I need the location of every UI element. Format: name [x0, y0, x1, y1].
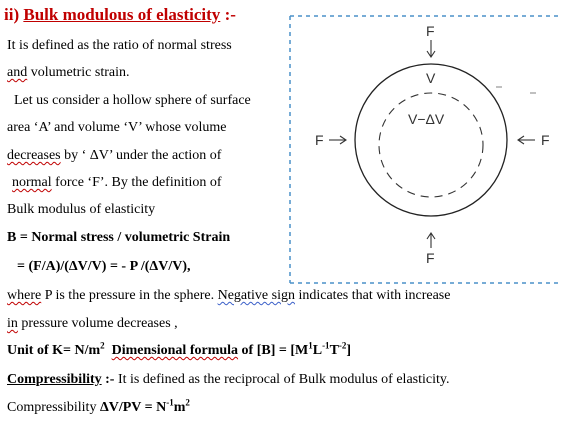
exponent: 1	[308, 340, 313, 351]
squiggle-word: and	[7, 65, 28, 80]
text-fragment: pressure volume decreases ,	[17, 316, 178, 331]
text-fragment: Compressibility	[7, 400, 100, 415]
text-line-10	[7, 288, 450, 304]
exponent: -1	[166, 397, 174, 408]
text-fragment: ΔV/PV = N	[99, 400, 167, 415]
compressibility-unit-line	[7, 397, 190, 416]
squiggle-word: in	[7, 316, 18, 331]
bulk-modulus-expansion: = (F/A)/(ΔV/V) = - P /(ΔV/V),	[17, 259, 191, 274]
text-fragment: :-	[101, 372, 115, 387]
force-label-left: F	[315, 132, 324, 148]
text-line-2	[7, 65, 129, 81]
text-line-5	[7, 148, 221, 164]
text-fragment: It is defined as the reciprocal of Bulk modulus of elasticity.	[114, 372, 450, 387]
outer-sphere	[355, 64, 507, 216]
squiggle-phrase: Negative sign	[217, 288, 295, 303]
exponent: -2	[338, 340, 347, 351]
text-line-3: Let us consider a hollow sphere of surface	[14, 93, 251, 108]
text-fragment: force ‘F’. By the definition of	[51, 175, 222, 190]
text-fragment: indicates that with increase	[294, 288, 451, 303]
text-fragment: by ‘ ΔV’ under the action of	[60, 148, 222, 163]
squiggle-word: normal	[12, 175, 52, 190]
squiggle-word: where	[7, 288, 42, 303]
dimensional-formula-label: Dimensional formula	[111, 343, 239, 358]
text-fragment: ]	[346, 343, 352, 358]
force-label-top: F	[426, 23, 435, 39]
exponent: -1	[322, 340, 330, 351]
text-line-4: area ‘A’ and volume ‘V’ whose volume	[7, 120, 227, 135]
section-number: ii)	[4, 5, 20, 24]
outer-volume-label: V	[426, 70, 436, 86]
force-label-bottom: F	[426, 250, 435, 266]
section-title: Bulk modulous of elasticity	[23, 5, 221, 24]
exponent: 2	[185, 397, 190, 408]
inner-sphere	[379, 93, 483, 197]
text-line-1: It is defined as the ratio of normal stress	[7, 38, 232, 53]
squiggle-word: decreases	[7, 148, 61, 163]
force-label-right: F	[541, 132, 550, 148]
bulk-modulus-formula: B = Normal stress / volumetric Strain	[7, 230, 231, 245]
text-fragment: of [B] = [M	[238, 343, 309, 358]
text-line-6	[12, 175, 222, 191]
text-fragment: m	[173, 400, 186, 415]
unit-exponent: 2	[100, 340, 105, 351]
text-line-11	[7, 316, 178, 332]
unit-text: Unit of K= N/m	[7, 343, 101, 358]
compressibility-label: Compressibility	[7, 372, 102, 387]
text-line-7: Bulk modulus of elasticity	[7, 202, 156, 217]
text-fragment: P is the pressure in the sphere.	[41, 288, 218, 303]
text-fragment: L	[312, 343, 323, 358]
unit-dimension-line	[7, 340, 352, 359]
text-fragment: volumetric strain.	[27, 65, 130, 80]
section-heading	[4, 5, 236, 24]
compressibility-line	[7, 372, 449, 388]
text-fragment: T	[329, 343, 339, 358]
inner-volume-label: V−ΔV	[408, 111, 445, 127]
section-title-suffix: :-	[220, 5, 236, 24]
